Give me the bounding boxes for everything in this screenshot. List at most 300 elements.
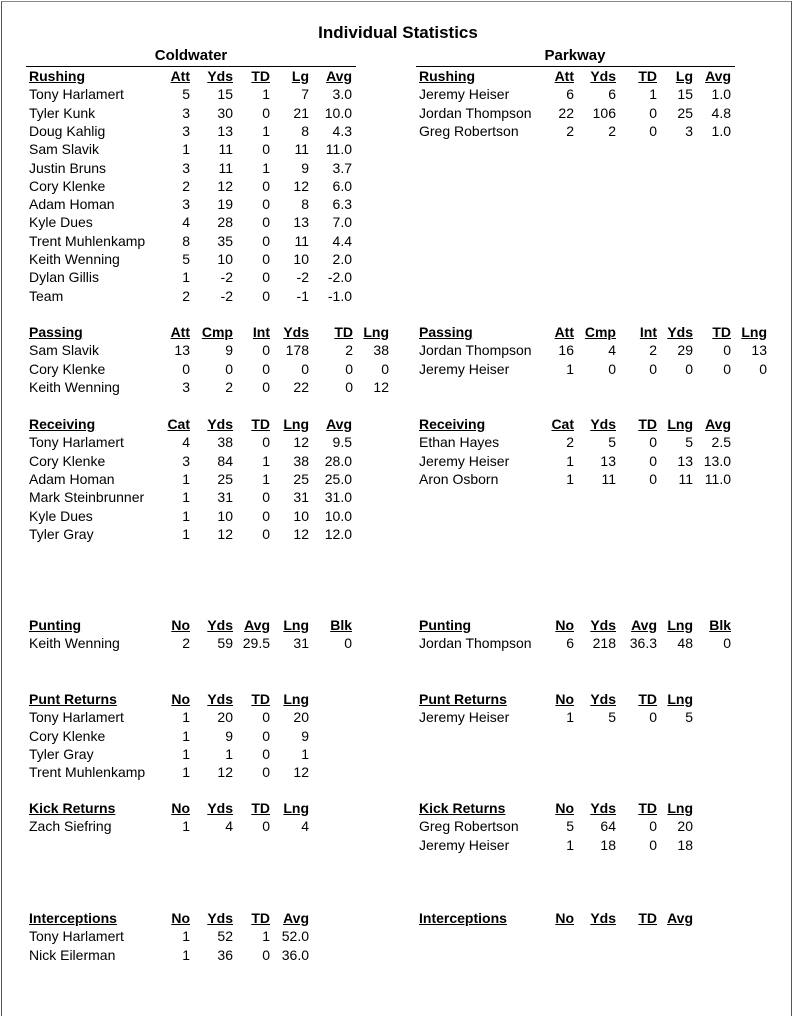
stat-value: 9 bbox=[301, 159, 309, 176]
player-name: Jordan Thompson bbox=[419, 635, 532, 652]
player-name: Sam Slavik bbox=[29, 342, 100, 359]
stat-value: 0 bbox=[344, 635, 352, 652]
stat-value: 1 bbox=[225, 745, 233, 762]
column-header: Avg bbox=[631, 617, 657, 633]
player-name: Ethan Hayes bbox=[419, 434, 500, 451]
stat-value: 1 bbox=[262, 86, 270, 103]
stat-value: 2 bbox=[182, 177, 190, 194]
column-header: TD bbox=[638, 691, 657, 707]
column-header: Lng bbox=[283, 416, 309, 432]
column-header: No bbox=[171, 800, 190, 816]
stat-value: 0 bbox=[262, 709, 270, 726]
column-header: Yds bbox=[207, 416, 233, 432]
stat-value: 0 bbox=[759, 360, 767, 377]
stat-value: 0 bbox=[649, 470, 657, 487]
stat-value: 52 bbox=[217, 928, 233, 945]
column-header: Yds bbox=[590, 617, 616, 633]
stat-value: 5 bbox=[685, 709, 693, 726]
player-name: Jeremy Heiser bbox=[419, 452, 510, 469]
stat-value: 31 bbox=[293, 489, 309, 506]
stat-value: 0 bbox=[723, 360, 731, 377]
stat-value: 6.0 bbox=[332, 177, 352, 194]
stat-value: 0 bbox=[182, 360, 190, 377]
section-heading: Passing bbox=[419, 324, 473, 340]
column-header: Yds bbox=[207, 800, 233, 816]
stat-value: 12 bbox=[373, 378, 389, 395]
stat-value: 4 bbox=[225, 818, 233, 835]
stat-value: 0 bbox=[649, 360, 657, 377]
stat-value: 11.0 bbox=[704, 470, 731, 487]
player-name: Tony Harlamert bbox=[29, 434, 124, 451]
section-heading: Rushing bbox=[419, 68, 475, 84]
stat-value: 0 bbox=[301, 360, 309, 377]
player-name: Cory Klenke bbox=[29, 360, 106, 377]
column-header: Lng bbox=[283, 691, 309, 707]
stat-value: 0 bbox=[649, 104, 657, 121]
stat-value: 1 bbox=[182, 525, 190, 542]
stat-value: 20 bbox=[677, 818, 693, 835]
stat-value: 0 bbox=[262, 214, 270, 231]
stat-value: 59 bbox=[217, 635, 233, 652]
stat-value: 1 bbox=[182, 269, 190, 286]
stat-value: 0 bbox=[649, 122, 657, 139]
player-name: Adam Homan bbox=[29, 196, 115, 213]
stat-value: 22 bbox=[293, 378, 309, 395]
player-name: Team bbox=[29, 287, 64, 304]
stat-value: 10.0 bbox=[324, 507, 352, 524]
column-header: No bbox=[555, 617, 574, 633]
stat-value: 29.5 bbox=[242, 635, 270, 652]
stat-value: 12.0 bbox=[324, 525, 352, 542]
stat-value: 0 bbox=[262, 360, 270, 377]
stat-value: 1 bbox=[182, 928, 190, 945]
stat-value: 1 bbox=[182, 709, 190, 726]
stat-value: 25.0 bbox=[324, 470, 352, 487]
stat-value: 11.0 bbox=[325, 141, 352, 158]
column-header: Avg bbox=[705, 68, 731, 84]
column-header: Cat bbox=[167, 416, 190, 432]
stat-value: 2 bbox=[608, 122, 616, 139]
column-header: Yds bbox=[667, 324, 693, 340]
stat-value: 1 bbox=[262, 928, 270, 945]
stat-value: 1 bbox=[262, 470, 270, 487]
stat-value: 4 bbox=[182, 434, 190, 451]
column-header: Att bbox=[554, 68, 574, 84]
stat-value: 0 bbox=[262, 104, 270, 121]
stat-value: 28 bbox=[217, 214, 233, 231]
column-header: Lng bbox=[363, 324, 389, 340]
section-heading: Interceptions bbox=[419, 910, 507, 926]
column-header: TD bbox=[638, 910, 657, 926]
column-header: Lng bbox=[667, 691, 693, 707]
column-header: Lng bbox=[667, 617, 693, 633]
column-header: TD bbox=[251, 691, 270, 707]
page-title: Individual Statistics bbox=[318, 23, 478, 42]
column-header: Lg bbox=[675, 68, 693, 84]
stat-value: 36.0 bbox=[281, 946, 309, 963]
stat-value: 6 bbox=[608, 86, 616, 103]
stat-value: 5 bbox=[685, 434, 693, 451]
stat-value: 1 bbox=[262, 452, 270, 469]
section-heading: Passing bbox=[29, 324, 83, 340]
stat-value: 36 bbox=[217, 946, 233, 963]
column-header: Int bbox=[639, 324, 657, 340]
column-header: No bbox=[171, 691, 190, 707]
stat-value: 9.5 bbox=[332, 434, 352, 451]
stat-value: 2 bbox=[566, 122, 574, 139]
stat-value: 1 bbox=[182, 818, 190, 835]
stat-value: 48 bbox=[677, 635, 693, 652]
stat-value: 0 bbox=[649, 709, 657, 726]
stat-value: 4 bbox=[608, 342, 616, 359]
stat-value: 2 bbox=[345, 342, 353, 359]
player-name: Adam Homan bbox=[29, 470, 115, 487]
stat-value: 28.0 bbox=[324, 452, 352, 469]
stat-value: 0 bbox=[262, 232, 270, 249]
column-header: Cmp bbox=[201, 324, 233, 340]
stat-value: 10 bbox=[217, 507, 233, 524]
stat-value: 1 bbox=[262, 122, 270, 139]
stat-value: 36.3 bbox=[629, 635, 657, 652]
player-name: Keith Wenning bbox=[29, 635, 120, 652]
stat-value: 11 bbox=[294, 232, 309, 249]
column-header: Lng bbox=[283, 800, 309, 816]
stat-value: 3 bbox=[182, 452, 190, 469]
stat-value: 6 bbox=[566, 635, 574, 652]
stat-value: 9 bbox=[225, 342, 233, 359]
stat-value: 0 bbox=[345, 378, 353, 395]
player-name: Jordan Thompson bbox=[419, 342, 532, 359]
stat-value: 8 bbox=[301, 196, 309, 213]
player-name: Cory Klenke bbox=[29, 452, 106, 469]
stat-value: 6.3 bbox=[332, 196, 352, 213]
stat-value: 31 bbox=[217, 489, 233, 506]
section-heading: Punt Returns bbox=[419, 691, 507, 707]
stat-value: 0 bbox=[262, 342, 270, 359]
stat-value: 12 bbox=[293, 764, 309, 781]
stat-value: 25 bbox=[293, 470, 309, 487]
stat-value: 11 bbox=[294, 141, 309, 158]
stat-value: 10 bbox=[293, 251, 309, 267]
stat-value: 3 bbox=[182, 104, 190, 121]
column-header: Att bbox=[170, 324, 190, 340]
stat-value: 2 bbox=[649, 342, 657, 359]
stat-value: 25 bbox=[677, 104, 693, 121]
stat-value: 1 bbox=[566, 470, 574, 487]
stat-value: 0 bbox=[262, 378, 270, 395]
stat-value: 0 bbox=[262, 946, 270, 963]
column-header: Att bbox=[554, 324, 574, 340]
column-header: Att bbox=[170, 68, 190, 84]
stat-value: 20 bbox=[293, 709, 309, 726]
column-header: Yds bbox=[590, 68, 616, 84]
stat-value: 8 bbox=[301, 122, 309, 139]
stat-value: 1.0 bbox=[711, 122, 731, 139]
player-name: Cory Klenke bbox=[29, 727, 106, 744]
stat-value: 3.7 bbox=[332, 159, 352, 176]
stat-value: 3 bbox=[685, 122, 693, 139]
column-header: Yds bbox=[207, 68, 233, 84]
stat-value: 2 bbox=[182, 287, 190, 304]
stat-value: 15 bbox=[217, 86, 233, 103]
stat-value: 0 bbox=[262, 525, 270, 542]
stat-value: 1 bbox=[566, 836, 574, 853]
player-name: Tyler Gray bbox=[29, 525, 94, 542]
stat-value: 1 bbox=[182, 745, 190, 762]
stat-value: 4.8 bbox=[711, 104, 731, 121]
stat-value: 1.0 bbox=[711, 86, 731, 103]
player-name: Jeremy Heiser bbox=[419, 836, 510, 853]
stat-value: 5 bbox=[182, 86, 190, 103]
stat-value: 7 bbox=[301, 86, 309, 103]
stat-value: 178 bbox=[285, 342, 309, 359]
stat-value: 19 bbox=[217, 196, 233, 213]
player-name: Tony Harlamert bbox=[29, 709, 124, 726]
player-name: Kyle Dues bbox=[29, 507, 93, 524]
column-header: Lng bbox=[283, 617, 309, 633]
stat-value: 31 bbox=[293, 635, 309, 652]
section-heading: Kick Returns bbox=[419, 800, 506, 816]
column-header: Yds bbox=[590, 691, 616, 707]
page-frame bbox=[1, 1, 792, 1016]
stat-value: 1 bbox=[182, 764, 190, 781]
player-name: Sam Slavik bbox=[29, 141, 100, 158]
column-header: Lg bbox=[291, 68, 309, 84]
player-name: Doug Kahlig bbox=[29, 122, 106, 139]
stat-value: 13 bbox=[293, 214, 309, 231]
stat-value: 12 bbox=[217, 764, 233, 781]
section-heading: Receiving bbox=[29, 416, 96, 432]
column-header: Lng bbox=[741, 324, 767, 340]
column-header: Lng bbox=[667, 800, 693, 816]
column-header: Blk bbox=[330, 617, 352, 633]
stat-value: 11 bbox=[218, 141, 233, 158]
stat-value: 1 bbox=[182, 489, 190, 506]
player-name: Kyle Dues bbox=[29, 214, 93, 231]
column-header: Avg bbox=[244, 617, 270, 633]
column-header: Yds bbox=[207, 691, 233, 707]
section-heading: Punting bbox=[29, 617, 82, 633]
column-header: TD bbox=[638, 800, 657, 816]
stat-value: 1 bbox=[566, 452, 574, 469]
stat-value: 0 bbox=[262, 269, 270, 286]
player-name: Justin Bruns bbox=[29, 159, 107, 176]
stat-value: 20 bbox=[217, 709, 233, 726]
stat-value: 1 bbox=[566, 360, 574, 377]
stat-value: 3.0 bbox=[332, 86, 352, 103]
player-name: Tyler Gray bbox=[29, 745, 94, 762]
stat-value: 1 bbox=[182, 141, 190, 158]
stat-value: 1 bbox=[566, 709, 574, 726]
stat-value: 1 bbox=[182, 946, 190, 963]
stat-value: 12 bbox=[217, 525, 233, 542]
stat-value: 0 bbox=[649, 818, 657, 835]
stat-value: 0 bbox=[345, 360, 353, 377]
stat-value: -1.0 bbox=[327, 287, 352, 304]
stat-value: 9 bbox=[225, 727, 233, 744]
stat-value: 38 bbox=[293, 452, 309, 469]
stat-value: 0 bbox=[262, 818, 270, 835]
column-header: Yds bbox=[207, 910, 233, 926]
stat-value: 1 bbox=[649, 86, 657, 103]
stat-value: 13 bbox=[677, 452, 693, 469]
stat-value: 0 bbox=[685, 360, 693, 377]
stat-value: 5 bbox=[608, 434, 616, 451]
column-header: No bbox=[555, 691, 574, 707]
player-name: Dylan Gillis bbox=[29, 269, 100, 286]
stat-value: 4 bbox=[301, 818, 309, 835]
stat-value: 0 bbox=[262, 764, 270, 781]
section-heading: Punting bbox=[419, 617, 472, 633]
stat-value: 0 bbox=[262, 141, 270, 158]
stat-value: 0 bbox=[262, 727, 270, 744]
stat-value: 11 bbox=[678, 470, 693, 487]
stat-value: 13 bbox=[217, 122, 233, 139]
column-header: Avg bbox=[283, 910, 309, 926]
player-name: Trent Muhlenkamp bbox=[29, 232, 146, 249]
column-header: TD bbox=[251, 800, 270, 816]
player-name: Nick Eilerman bbox=[29, 946, 116, 963]
column-header: TD bbox=[638, 416, 657, 432]
stat-value: 2 bbox=[566, 434, 574, 451]
player-name: Greg Robertson bbox=[419, 818, 519, 835]
section-heading: Interceptions bbox=[29, 910, 117, 926]
stat-value: 0 bbox=[262, 489, 270, 506]
stat-value: 31.0 bbox=[324, 489, 352, 506]
stat-value: 12 bbox=[293, 525, 309, 542]
column-header: Cat bbox=[551, 416, 574, 432]
column-header: TD bbox=[251, 910, 270, 926]
stat-value: 0 bbox=[262, 507, 270, 524]
stat-value: 0 bbox=[608, 360, 616, 377]
column-header: No bbox=[171, 617, 190, 633]
column-header: Blk bbox=[709, 617, 731, 633]
stat-value: 64 bbox=[600, 818, 616, 835]
stat-value: 0 bbox=[262, 196, 270, 213]
stat-value: 0 bbox=[262, 177, 270, 194]
stat-value: 84 bbox=[217, 452, 233, 469]
stat-value: 0 bbox=[262, 745, 270, 762]
column-header: Int bbox=[252, 324, 270, 340]
stat-value: 11 bbox=[601, 470, 616, 487]
stat-value: -2 bbox=[296, 269, 309, 286]
stat-value: 2.5 bbox=[711, 434, 731, 451]
column-header: Yds bbox=[283, 324, 309, 340]
section-heading: Punt Returns bbox=[29, 691, 117, 707]
stat-value: 8 bbox=[182, 232, 190, 249]
stat-value: 1 bbox=[182, 507, 190, 524]
stat-value: 0 bbox=[649, 452, 657, 469]
stat-value: 3 bbox=[182, 159, 190, 176]
stat-value: 9 bbox=[301, 727, 309, 744]
stat-value: 4.3 bbox=[332, 122, 352, 139]
stat-value: 35 bbox=[217, 232, 233, 249]
player-name: Mark Steinbrunner bbox=[29, 489, 145, 506]
stat-value: 6 bbox=[566, 86, 574, 103]
stat-value: 13 bbox=[174, 342, 190, 359]
stat-value: 12 bbox=[293, 177, 309, 194]
stat-value: 0 bbox=[262, 251, 270, 267]
stat-value: 18 bbox=[600, 836, 616, 853]
column-header: Yds bbox=[590, 800, 616, 816]
team-name-away: Parkway bbox=[544, 47, 606, 64]
stat-value: -2 bbox=[220, 269, 233, 286]
team-name-home: Coldwater bbox=[154, 47, 228, 64]
stat-value: 18 bbox=[677, 836, 693, 853]
stat-value: 3 bbox=[182, 122, 190, 139]
stat-value: 0 bbox=[262, 287, 270, 304]
player-name: Tony Harlamert bbox=[29, 928, 124, 945]
stat-value: 3 bbox=[182, 196, 190, 213]
stat-value: 13.0 bbox=[703, 452, 731, 469]
stat-value: 13 bbox=[751, 342, 767, 359]
stat-value: 15 bbox=[677, 86, 693, 103]
stat-value: 0 bbox=[649, 434, 657, 451]
player-name: Jordan Thompson bbox=[419, 104, 532, 121]
stat-value: 25 bbox=[217, 470, 233, 487]
column-header: Yds bbox=[590, 910, 616, 926]
stat-value: 38 bbox=[217, 434, 233, 451]
player-name: Tony Harlamert bbox=[29, 86, 124, 103]
stat-value: 38 bbox=[373, 342, 389, 359]
player-name: Greg Robertson bbox=[419, 122, 519, 139]
column-header: Avg bbox=[326, 416, 352, 432]
stat-value: 30 bbox=[217, 104, 233, 121]
section-heading: Kick Returns bbox=[29, 800, 116, 816]
stat-value: 5 bbox=[566, 818, 574, 835]
player-name: Keith Wenning bbox=[29, 378, 120, 395]
column-header: TD bbox=[251, 68, 270, 84]
column-header: Cmp bbox=[584, 324, 616, 340]
stat-value: 21 bbox=[293, 104, 309, 121]
column-header: Yds bbox=[590, 416, 616, 432]
stat-value: 2 bbox=[225, 378, 233, 395]
player-name: Trent Muhlenkamp bbox=[29, 764, 146, 781]
column-header: Avg bbox=[667, 910, 693, 926]
section-heading: Receiving bbox=[419, 416, 486, 432]
player-name: Jeremy Heiser bbox=[419, 709, 510, 726]
stat-value: 1 bbox=[182, 470, 190, 487]
stat-value: 0 bbox=[649, 836, 657, 853]
stat-value: 12 bbox=[293, 434, 309, 451]
stat-value: 5 bbox=[182, 251, 190, 267]
section-heading: Rushing bbox=[29, 68, 85, 84]
stat-value: 106 bbox=[592, 104, 616, 121]
column-header: Yds bbox=[207, 617, 233, 633]
stat-value: 10 bbox=[293, 507, 309, 524]
stat-value: 0 bbox=[381, 360, 389, 377]
stat-value: 2.0 bbox=[332, 251, 352, 267]
column-header: TD bbox=[638, 68, 657, 84]
stat-value: 0 bbox=[723, 635, 731, 652]
stat-value: 0 bbox=[262, 434, 270, 451]
player-name: Jeremy Heiser bbox=[419, 360, 510, 377]
player-name: Tyler Kunk bbox=[29, 104, 96, 121]
column-header: Avg bbox=[705, 416, 731, 432]
stat-value: 7.0 bbox=[332, 214, 352, 231]
column-header: No bbox=[171, 910, 190, 926]
stat-value: 52.0 bbox=[281, 928, 309, 945]
stat-value: 218 bbox=[592, 635, 616, 652]
stat-value: 11 bbox=[218, 159, 233, 176]
stat-value: 22 bbox=[558, 104, 574, 121]
column-header: TD bbox=[712, 324, 731, 340]
column-header: No bbox=[555, 800, 574, 816]
stat-value: 29 bbox=[677, 342, 693, 359]
column-header: TD bbox=[251, 416, 270, 432]
stat-value: 13 bbox=[600, 452, 616, 469]
stat-value: 16 bbox=[558, 342, 574, 359]
